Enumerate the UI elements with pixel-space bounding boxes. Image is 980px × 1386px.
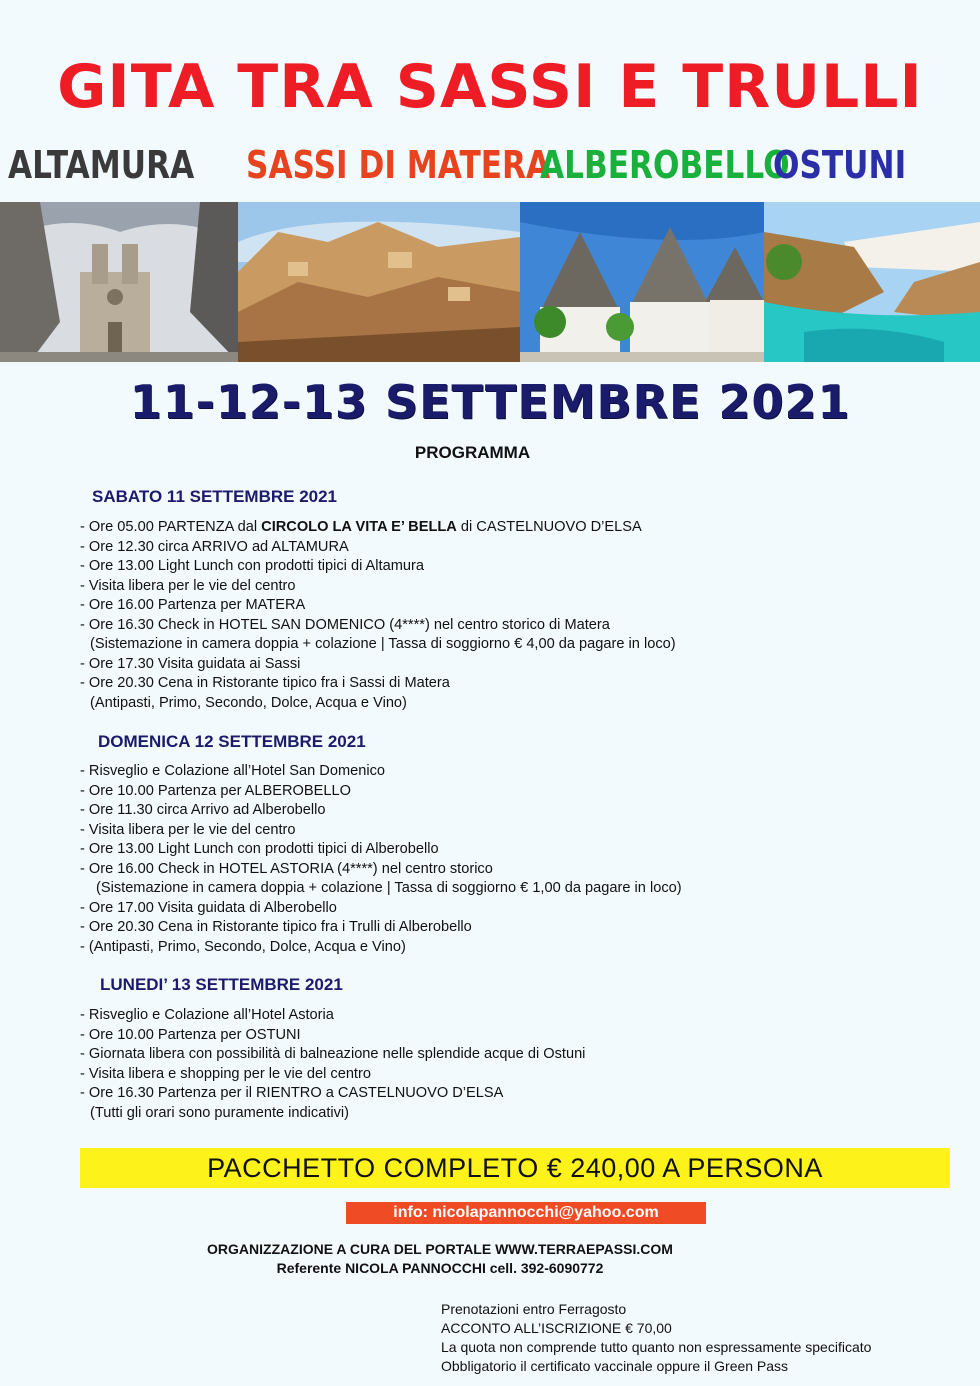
list-item: - Ore 20.30 Cena in Ristorante tipico fra i Trulli di Alberobello	[80, 919, 472, 935]
list-item: - Risveglio e Colazione all’Hotel San Domenico	[80, 763, 385, 779]
day-list-domenica	[80, 762, 682, 957]
day-heading-domenica: DOMENICA 12 SETTEMBRE 2021	[98, 732, 366, 751]
list-item: (Antipasti, Primo, Secondo, Dolce, Acqua e Vino)	[90, 694, 407, 711]
day-list-sabato	[80, 518, 676, 713]
list-item: - Ore 16.30 Check in HOTEL SAN DOMENICO (4****) nel centro storico di Matera	[80, 616, 610, 633]
list-item: (Sistemazione in camera doppia + colazione | Tassa di soggiorno € 4,00 da pagare in loco)	[90, 636, 676, 652]
organizer-block	[0, 1240, 880, 1278]
day-list-lunedi	[80, 1006, 585, 1123]
list-item: - Ore 10.00 Partenza per ALBEROBELLO	[80, 782, 351, 799]
matera-sassi-photo	[238, 202, 520, 362]
altamura-cathedral-photo	[0, 202, 238, 362]
list-item: - Risveglio e Colazione all’Hotel Astoria	[80, 1007, 334, 1023]
programma-heading: PROGRAMMA	[414, 443, 531, 462]
list-item: - Ore 16.00 Check in HOTEL ASTORIA (4****) nel centro storico	[80, 860, 493, 877]
event-dates: 11-12-13 SETTEMBRE 2021	[129, 375, 851, 429]
day-heading-lunedi: LUNEDI’ 13 SETTEMBRE 2021	[100, 975, 343, 994]
city-altamura: ALTAMURA	[8, 143, 195, 187]
list-item: - Ore 13.00 Light Lunch con prodotti tipici di Alberobello	[80, 841, 439, 857]
photo-strip	[0, 202, 980, 362]
list-item: - Ore 05.00 PARTENZA dal CIRCOLO LA VITA E’ BELLA di CASTELNUOVO D’ELSA	[80, 519, 642, 535]
page-title: GITA TRA SASSI E TRULLI	[57, 52, 923, 122]
note-line: ACCONTO ALL’ISCRIZIONE € 70,00	[441, 1320, 672, 1336]
ostuni-coast-photo	[764, 202, 980, 362]
note-line: Prenotazioni entro Ferragosto	[441, 1301, 627, 1317]
list-item: - Ore 17.30 Visita guidata ai Sassi	[80, 655, 301, 672]
booking-notes	[441, 1300, 871, 1376]
city-sassi-di-matera: SASSI DI MATERA	[246, 143, 551, 187]
city-alberobello: ALBEROBELLO	[540, 143, 790, 187]
list-item: (Sistemazione in camera doppia + colazione | Tassa di soggiorno € 1,00 da pagare in loco)	[96, 880, 682, 896]
list-item: - Giornata libera con possibilità di balneazione nelle splendide acque di Ostuni	[80, 1046, 586, 1062]
list-item: - Ore 16.30 Partenza per il RIENTRO a CASTELNUOVO D’ELSA	[80, 1085, 504, 1101]
referent-line: Referente NICOLA PANNOCCHI cell. 392-6090772	[276, 1260, 604, 1276]
note-line: La quota non comprende tutto quanto non espressamente specificato	[441, 1339, 872, 1355]
list-item: - Ore 16.00 Partenza per MATERA	[80, 597, 306, 613]
list-item: - Ore 20.30 Cena in Ristorante tipico fra i Sassi di Matera	[80, 675, 450, 691]
list-item: - Visita libera per le vie del centro	[80, 577, 296, 594]
alberobello-trulli-photo	[520, 202, 764, 362]
list-item: - (Antipasti, Primo, Secondo, Dolce, Acqua e Vino)	[80, 938, 406, 955]
list-item: - Ore 17.00 Visita guidata di Alberobello	[80, 899, 337, 916]
list-item: - Ore 10.00 Partenza per OSTUNI	[80, 1026, 301, 1043]
city-ostuni: OSTUNI	[773, 143, 907, 187]
note-line: Obbligatorio il certificato vaccinale oppure il Green Pass	[441, 1358, 789, 1374]
price-banner: PACCHETTO COMPLETO € 240,00 A PERSONA	[80, 1148, 950, 1188]
list-item: - Ore 11.30 circa Arrivo ad Alberobello	[80, 802, 326, 818]
info-email-link[interactable]: info: nicolapannocchi@yahoo.com	[346, 1202, 706, 1224]
list-item: - Visita libera per le vie del centro	[80, 821, 296, 838]
organizer-line: ORGANIZZAZIONE A CURA DEL PORTALE WWW.TERRAEPASSI.COM	[207, 1241, 673, 1257]
list-item: - Visita libera e shopping per le vie del centro	[80, 1065, 371, 1082]
list-item: - Ore 12.30 circa ARRIVO ad ALTAMURA	[80, 538, 349, 555]
list-item: - Ore 13.00 Light Lunch con prodotti tipici di Altamura	[80, 558, 424, 574]
list-item: (Tutti gli orari sono puramente indicativi)	[90, 1104, 350, 1121]
day-heading-sabato: SABATO 11 SETTEMBRE 2021	[92, 487, 338, 506]
